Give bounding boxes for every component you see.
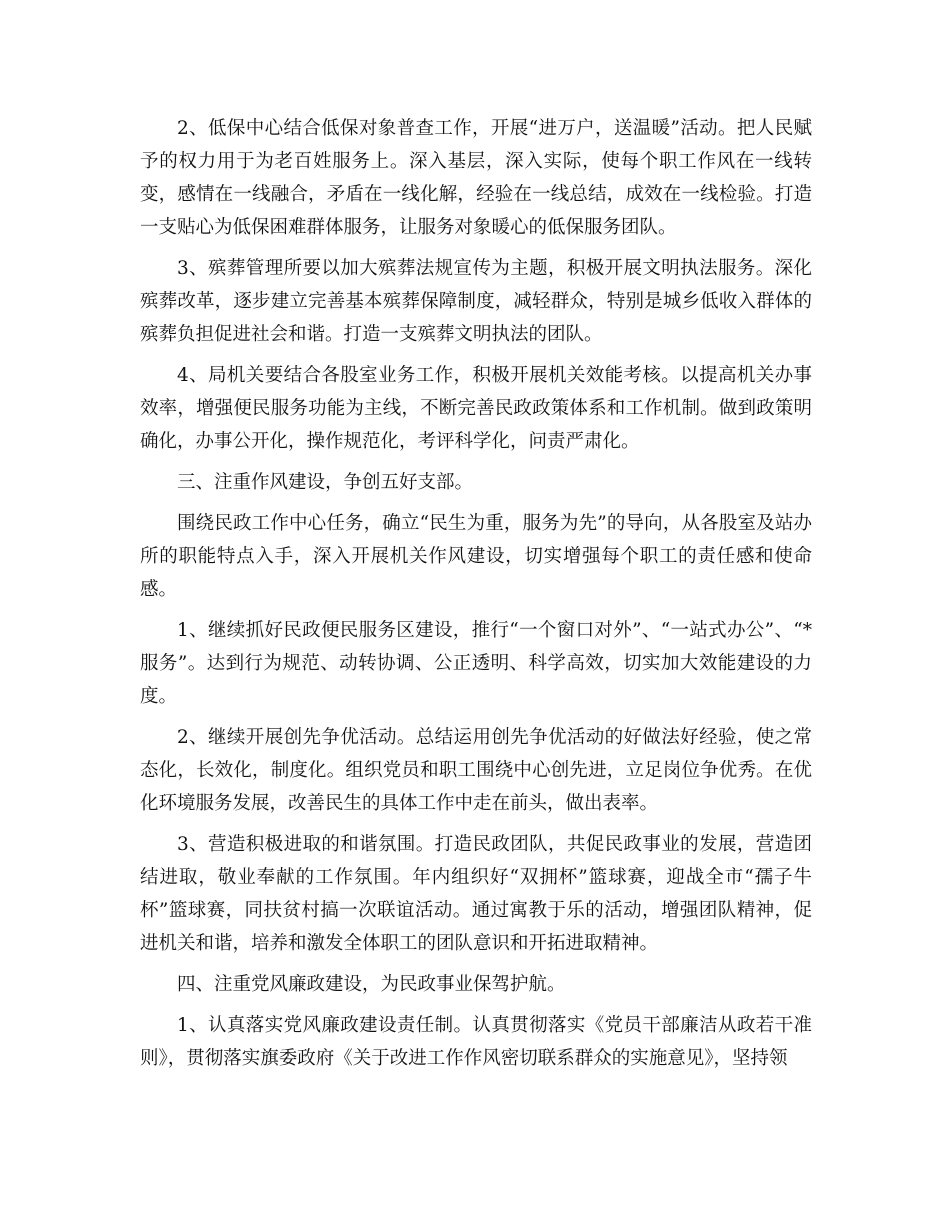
section-heading-integrity: 四、注重党风廉政建设，为民政事业保驾护航。 — [177, 974, 566, 995]
section-heading-work-style: 三、注重作风建设，争创五好支部。 — [177, 472, 474, 493]
paragraph-excellence-activity: 2、继续开展创先争优活动。总结运用创先争优活动的好做法好经验，使之常态化，长效化，制度化。组织党员和职工围绕中心创先进，立足岗位争优秀。在优化环境服务发展，改善民生的具体工作中走在前头，做出表率。 — [140, 727, 812, 814]
paragraph-work-style-intro: 围绕民政工作中心任务，确立“民生为重，服务为先”的导向，从各股室及站办所的职能特点入手，深入开展机关作风建设，切实增强每个职工的责任感和使命感。 — [140, 513, 812, 600]
paragraph-service-area: 1、继续抓好民政便民服务区建设，推行“一个窗口对外”、“一站式办公”、“*服务”。达到行为规范、动转协调、公正透明、科学高效，切实加大效能建设的力度。 — [140, 620, 812, 707]
paragraph-harmonious-atmosphere: 3、营造积极进取的和谐氛围。打造民政团队，共促民政事业的发展，营造团结进取，敬业奉献的工作氛围。年内组织好“双拥杯”篮球赛，迎战全市“孺子牛杯”篮球赛，同扶贫村搞一次联谊活动。通过寓教于乐的活动，增强团队精神，促进机关和谐，培养和激发全体职工的团队意识和开拓进取精神。 — [140, 834, 812, 954]
paragraph-funeral-management: 3、殡葬管理所要以加大殡葬法规宣传为主题，积极开展文明执法服务。深化殡葬改革，逐步建立完善基本殡葬保障制度，减轻群众，特别是城乡低收入群体的殡葬负担促进社会和谐。打造一支殡葬文明执法的团队。 — [140, 258, 812, 345]
document-body — [140, 112, 812, 1083]
paragraph-lowincome-center: 2、低保中心结合低保对象普查工作，开展“进万户，送温暖”活动。把人民赋予的权力用于为老百姓服务上。深入基层，深入实际，使每个职工作风在一线转变，感情在一线融合，矛盾在一线化解，经验在一线总结，成效在一线检验。打造一支贴心为低保困难群体服务，让服务对象暖心的低保服务团队。 — [140, 118, 812, 238]
paragraph-integrity-responsibility: 1、认真落实党风廉政建设责任制。认真贯彻落实《党员干部廉洁从政若干准则》，贯彻落实旗委政府《关于改进工作作风密切联系群众的实施意见》，坚持领 — [140, 1015, 812, 1069]
paragraph-bureau-efficiency: 4、局机关要结合各股室业务工作，积极开展机关效能考核。以提高机关办事效率，增强便民服务功能为主线，不断完善民政政策体系和工作机制。做到政策明确化，办事公开化，操作规范化，考评科学化，问责严肃化。 — [140, 365, 812, 452]
